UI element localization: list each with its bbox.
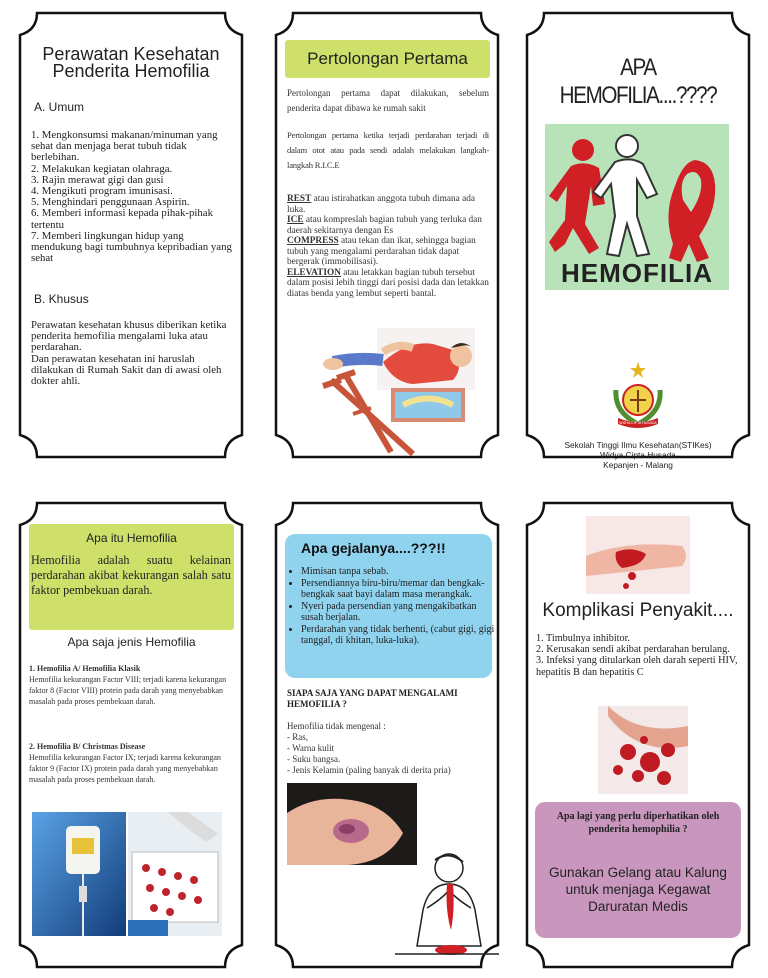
paragraph: Perawatan kesehatan khusus diberikan ketika penderita hemofilia mengalami luka atau perdarahan. [31, 319, 227, 354]
symptom-list [287, 566, 501, 647]
complication-item: 1. Timbulnya inhibitor. [536, 633, 630, 644]
type-b-title: 2. Hemofilia B/ Christmas Disease [29, 742, 146, 751]
page-title: APA HEMOFILIA....???? [559, 54, 717, 109]
rice-item [287, 268, 492, 300]
intro-paragraph: Pertolongan pertama dapat dilakukan, sebelum penderita dapat dibawa ke rumah sakit [287, 88, 489, 113]
page-title: Perawatan Kesehatan Penderita Hemofilia [42, 44, 220, 81]
complication-item: 2. Kerusakan sendi akibat perdarahan berulang. [536, 644, 730, 656]
intro-paragraph: Pertolongan pertama ketika terjadi perdarahan terjadi di dalam otot atau pada sendi adalah melakukan langkah-langkah R.I.C.E [287, 130, 489, 170]
who-item: - Jenis Kelamin (paling banyak di derita pria) [287, 765, 451, 775]
institution-line: Sekolah Tinggi Ilmu Kesehatan(STIKes) [564, 440, 712, 450]
who-item: - Suku bangsa. [287, 754, 341, 764]
advice-heading: Apa lagi yang perlu diperhatikan oleh penderita hemophilia ? [556, 811, 720, 835]
rice-term: COMPRESS [287, 236, 339, 246]
list-item: 4. Mengikuti program imunisasi. [31, 185, 173, 198]
section-a-list [31, 130, 236, 264]
section-a-heading: A. Umum [34, 100, 85, 114]
rice-term: REST [287, 194, 312, 204]
hemofilia-logo [545, 124, 729, 290]
bleeding-finger-photo [586, 516, 690, 594]
school-seal [608, 360, 668, 432]
nosebleed-illustration [395, 850, 499, 962]
complication-item: 3. Infeksi yang ditularkan oleh darah seperti HIV, hepatitis B dan hepatitis C [536, 655, 738, 678]
definition-text: Hemofilia adalah suatu kelainan perdarahan akibat kekurangan salah satu faktor pembekuan darah. [31, 553, 231, 597]
who-item: - Ras, [287, 732, 308, 742]
box-title: Apa itu Hemofilia [86, 531, 177, 545]
rice-text: atau tekan dan ikat, sehingga bagian tubuh yang mengalami perdarahan tidak dapat bergerak (immobilisasi). [287, 236, 476, 267]
panel-gejala [273, 500, 501, 970]
who-intro: Hemofilia tidak mengenal : [287, 721, 386, 731]
rice-item [287, 215, 492, 236]
symptom-item: • Mimisan tanpa sebab. [301, 566, 501, 578]
rice-item [287, 236, 492, 268]
type-a-text: Hemofilia kekurangan Factor VIII; terjadi karena kekurangan faktor 8 (Factor VIII) protein pada darah yang menyebabkan masalah pada proses pembekuan darah. [29, 675, 227, 706]
type-b-text: Hemofilia kekurangan Factor IX; terjadi karena kekurangan faktor 9 (Factor IX) protein pada darah yang menyebabkan masalah pada proses pembekuan darah. [29, 753, 221, 784]
panel-komplikasi [524, 500, 752, 970]
panel-pertolongan [273, 10, 501, 460]
panel-cover [524, 10, 752, 470]
rice-term: ICE [287, 215, 304, 225]
section-b-heading: B. Khusus [34, 292, 89, 306]
rice-term: ELEVATION [287, 267, 341, 278]
page-title: Pertolongan Pertama [307, 49, 468, 68]
rice-item [287, 194, 492, 215]
rice-text: atau kompreslah bagian tubuh yang terluka dan daerah sekitarnya dengan Es [287, 215, 482, 236]
institution-line: Kepanjen - Malang [603, 460, 673, 470]
infusion-photo [32, 812, 126, 936]
advice-text: Gunakan Gelang atau Kalung untuk menjaga Kegawat Daruratan Medis [549, 865, 727, 914]
symptom-item: • Perdarahan yang tidak berhenti, (cabut gigi, gigi tanggal, di khitan, luka-luka). [301, 624, 501, 647]
panel-apa-itu [17, 500, 245, 970]
blood-cells-photo [598, 706, 688, 794]
page-title: Komplikasi Penyakit.... [542, 600, 734, 621]
rice-list [287, 194, 492, 299]
symptom-item: • Persendiannya biru-biru/memar dan bengkak-bengkak saat bayi dalam masa merangkak. [301, 578, 501, 601]
rice-text: atau istirahatkan anggota tubuh dimana ada luka. [287, 194, 475, 215]
paragraph: Dan perawatan kesehatan ini haruslah dilakukan di Rumah Sakit dan di awasi oleh dokter ahli. [31, 352, 222, 388]
seal-text: WIDYA CIPTA HUSADA [619, 421, 657, 425]
logo-word: HEMOFILIA [561, 258, 713, 288]
box-title: Apa gejalanya....???!! [301, 540, 446, 556]
symptom-item: • Nyeri pada persendian yang mengakibatkan susah berjalan. [301, 601, 501, 624]
list-item: 7. Memberi lingkungan hidup yang mendukung bagi tumbuhnya kepribadian yang sehat [31, 229, 232, 265]
types-heading: Apa saja jenis Hemofilia [67, 635, 196, 649]
crutches-illustration [313, 322, 483, 457]
who-item: - Warna kulit [287, 743, 335, 753]
institution-text [538, 440, 738, 470]
list-item: 5. Menghindari penggunaan Aspirin. [31, 196, 190, 209]
who-heading: SIAPA SAJA YANG DAPAT MENGALAMI HEMOFILIA ? [287, 688, 458, 709]
list-item: 3. Rajin merawat gigi dan gusi [31, 173, 164, 186]
list-item: 1. Mengkonsumsi makanan/minuman yang sehat dan menjaga berat tubuh tidak berlebihan. [31, 129, 218, 164]
section-b-text [31, 320, 236, 387]
who-list [287, 721, 492, 776]
list-item: 6. Memberi informasi kepada pihak-pihak tertentu [31, 207, 213, 231]
blood-test-photo [128, 812, 222, 936]
type-a-title: 1. Hemofilia A/ Hemofilia Klasik [29, 664, 141, 673]
list-item: 2. Melakukan kegiatan olahraga. [31, 162, 173, 175]
institution-line: Widya Cipta Husada [600, 450, 676, 460]
rice-text: atau letakkan bagian tubuh tersebut dalam posisi lebih tinggi dari posisi dada dan letakkan diatas benda yang lembut seperti bantal. [287, 267, 489, 299]
complication-list [536, 633, 746, 678]
panel-perawatan [17, 10, 245, 460]
